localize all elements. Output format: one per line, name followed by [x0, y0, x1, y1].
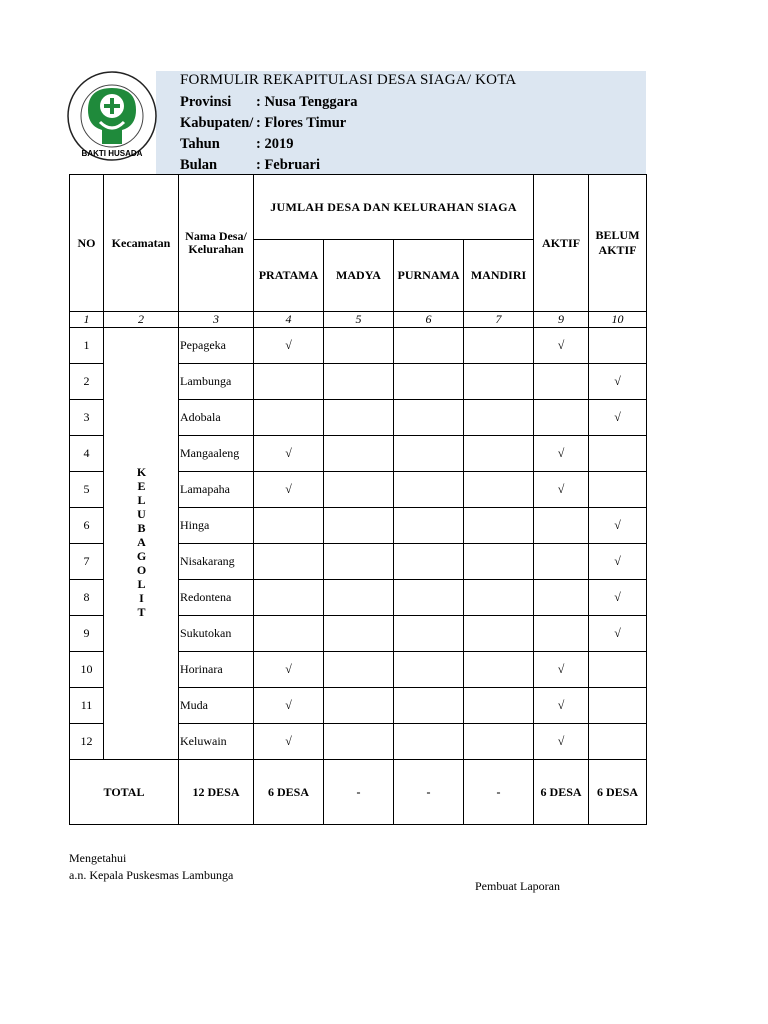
header-field-value: : Februari — [256, 157, 321, 173]
cell-purnama — [394, 328, 464, 364]
header-field-value: : 2019 — [256, 136, 294, 152]
cell-pratama — [254, 616, 324, 652]
kecamatan-name: KELUBAGOLIT — [134, 464, 149, 619]
column-number: 1 — [70, 312, 104, 328]
cell-pratama: √ — [254, 724, 324, 760]
header-field-provinsi — [180, 94, 358, 111]
column-number: 3 — [179, 312, 254, 328]
desa-name: Sukutokan — [179, 616, 254, 652]
footer-mengetahui: Mengetahui — [69, 851, 127, 865]
cell-pratama — [254, 400, 324, 436]
desa-name: Nisakarang — [179, 544, 254, 580]
cell-mandiri — [464, 436, 534, 472]
row-number: 8 — [70, 580, 104, 616]
header-pratama: PRATAMA — [254, 240, 324, 312]
cell-purnama — [394, 652, 464, 688]
desa-name: Lambunga — [179, 364, 254, 400]
data-rows — [70, 328, 647, 760]
cell-purnama — [394, 472, 464, 508]
row-number: 9 — [70, 616, 104, 652]
cell-pratama — [254, 508, 324, 544]
header-field-value: : Flores Timur — [256, 115, 347, 131]
cell-aktif: √ — [534, 472, 589, 508]
cell-madya — [324, 724, 394, 760]
cell-madya — [324, 436, 394, 472]
column-number: 4 — [254, 312, 324, 328]
logo-text: BAKTI HUSADA — [81, 149, 143, 158]
cell-pratama — [254, 580, 324, 616]
row-number: 3 — [70, 400, 104, 436]
cell-purnama — [394, 580, 464, 616]
cell-belum — [589, 724, 647, 760]
total-madya: - — [324, 760, 394, 825]
row-number: 6 — [70, 508, 104, 544]
recap-table — [69, 174, 647, 825]
column-number: 7 — [464, 312, 534, 328]
cell-pratama — [254, 364, 324, 400]
header-madya: MADYA — [324, 240, 394, 312]
desa-name: Lamapaha — [179, 472, 254, 508]
cell-purnama — [394, 688, 464, 724]
desa-name: Keluwain — [179, 724, 254, 760]
cell-aktif — [534, 364, 589, 400]
total-pratama: 6 DESA — [254, 760, 324, 825]
header-kecamatan: Kecamatan — [104, 175, 179, 312]
column-number: 10 — [589, 312, 647, 328]
column-number: 2 — [104, 312, 179, 328]
cell-purnama — [394, 436, 464, 472]
row-number: 1 — [70, 328, 104, 364]
cell-madya — [324, 652, 394, 688]
total-desa: 12 DESA — [179, 760, 254, 825]
cell-purnama — [394, 724, 464, 760]
cell-aktif — [534, 616, 589, 652]
total-belum-aktif: 6 DESA — [589, 760, 647, 825]
cell-purnama — [394, 508, 464, 544]
cell-pratama: √ — [254, 688, 324, 724]
header-belum-aktif: BELUM AKTIF — [589, 175, 647, 312]
cell-mandiri — [464, 616, 534, 652]
row-number: 12 — [70, 724, 104, 760]
cell-aktif — [534, 508, 589, 544]
total-purnama: - — [394, 760, 464, 825]
header-field-tahun — [180, 136, 293, 153]
cell-belum: √ — [589, 364, 647, 400]
row-number: 11 — [70, 688, 104, 724]
cell-madya — [324, 544, 394, 580]
cell-purnama — [394, 400, 464, 436]
cell-madya — [324, 580, 394, 616]
footer-kepala: a.n. Kepala Puskesmas Lambunga — [69, 868, 234, 882]
column-number: 9 — [534, 312, 589, 328]
cell-aktif — [534, 400, 589, 436]
footer-approval — [69, 850, 233, 884]
cell-purnama — [394, 616, 464, 652]
row-number: 5 — [70, 472, 104, 508]
bakti-husada-logo — [66, 70, 158, 162]
cell-mandiri — [464, 688, 534, 724]
cell-mandiri — [464, 364, 534, 400]
cell-mandiri — [464, 328, 534, 364]
desa-name: Horinara — [179, 652, 254, 688]
desa-name: Mangaaleng — [179, 436, 254, 472]
row-number: 4 — [70, 436, 104, 472]
header-field-value: : Nusa Tenggara — [256, 94, 358, 110]
cell-madya — [324, 616, 394, 652]
column-number: 6 — [394, 312, 464, 328]
cell-pratama — [254, 544, 324, 580]
column-number: 5 — [324, 312, 394, 328]
row-number: 2 — [70, 364, 104, 400]
desa-name: Pepageka — [179, 328, 254, 364]
cell-aktif: √ — [534, 724, 589, 760]
header-field-label: Provinsi — [180, 94, 232, 110]
header-aktif: AKTIF — [534, 175, 589, 312]
cell-madya — [324, 472, 394, 508]
total-aktif: 6 DESA — [534, 760, 589, 825]
cell-madya — [324, 400, 394, 436]
header-jumlah-desa: JUMLAH DESA DAN KELURAHAN SIAGA — [254, 175, 534, 240]
cell-mandiri — [464, 400, 534, 436]
header-no: NO — [70, 175, 104, 312]
cell-pratama: √ — [254, 472, 324, 508]
row-number: 7 — [70, 544, 104, 580]
desa-name: Redontena — [179, 580, 254, 616]
cell-mandiri — [464, 544, 534, 580]
cell-aktif — [534, 544, 589, 580]
cell-mandiri — [464, 580, 534, 616]
cell-purnama — [394, 364, 464, 400]
kecamatan-cell — [104, 328, 179, 760]
table-row — [70, 328, 647, 364]
cell-pratama: √ — [254, 652, 324, 688]
cell-aktif: √ — [534, 436, 589, 472]
cell-belum — [589, 436, 647, 472]
header-mandiri: MANDIRI — [464, 240, 534, 312]
desa-name: Adobala — [179, 400, 254, 436]
cell-purnama — [394, 544, 464, 580]
cell-mandiri — [464, 724, 534, 760]
cell-aktif: √ — [534, 328, 589, 364]
row-number: 10 — [70, 652, 104, 688]
form-title: FORMULIR REKAPITULASI DESA SIAGA/ KOTA — [180, 72, 517, 88]
cell-aktif: √ — [534, 652, 589, 688]
cell-madya — [324, 328, 394, 364]
cell-belum — [589, 472, 647, 508]
desa-name: Muda — [179, 688, 254, 724]
desa-name: Hinga — [179, 508, 254, 544]
header-field-label: Tahun — [180, 136, 220, 152]
header-nama-desa: Nama Desa/ Kelurahan — [179, 175, 254, 312]
cell-mandiri — [464, 508, 534, 544]
cell-belum: √ — [589, 544, 647, 580]
header-purnama: PURNAMA — [394, 240, 464, 312]
cell-belum: √ — [589, 616, 647, 652]
cell-belum — [589, 652, 647, 688]
cell-aktif: √ — [534, 688, 589, 724]
cell-pratama: √ — [254, 328, 324, 364]
cell-belum: √ — [589, 580, 647, 616]
cell-madya — [324, 508, 394, 544]
cell-mandiri — [464, 472, 534, 508]
cell-aktif — [534, 580, 589, 616]
footer-pembuat-laporan: Pembuat Laporan — [475, 879, 560, 893]
header-field-label: Bulan — [180, 157, 218, 173]
cell-pratama: √ — [254, 436, 324, 472]
cell-madya — [324, 688, 394, 724]
cell-madya — [324, 364, 394, 400]
column-number-row — [70, 312, 647, 328]
header-field-bulan — [180, 157, 320, 174]
total-row — [70, 760, 647, 825]
cell-belum — [589, 328, 647, 364]
total-label: TOTAL — [70, 760, 179, 825]
cell-belum: √ — [589, 400, 647, 436]
cell-belum — [589, 688, 647, 724]
cell-belum: √ — [589, 508, 647, 544]
cell-mandiri — [464, 652, 534, 688]
total-mandiri: - — [464, 760, 534, 825]
header-field-label: Kabupaten/ — [180, 115, 254, 131]
header-field-kabupaten — [180, 115, 346, 132]
